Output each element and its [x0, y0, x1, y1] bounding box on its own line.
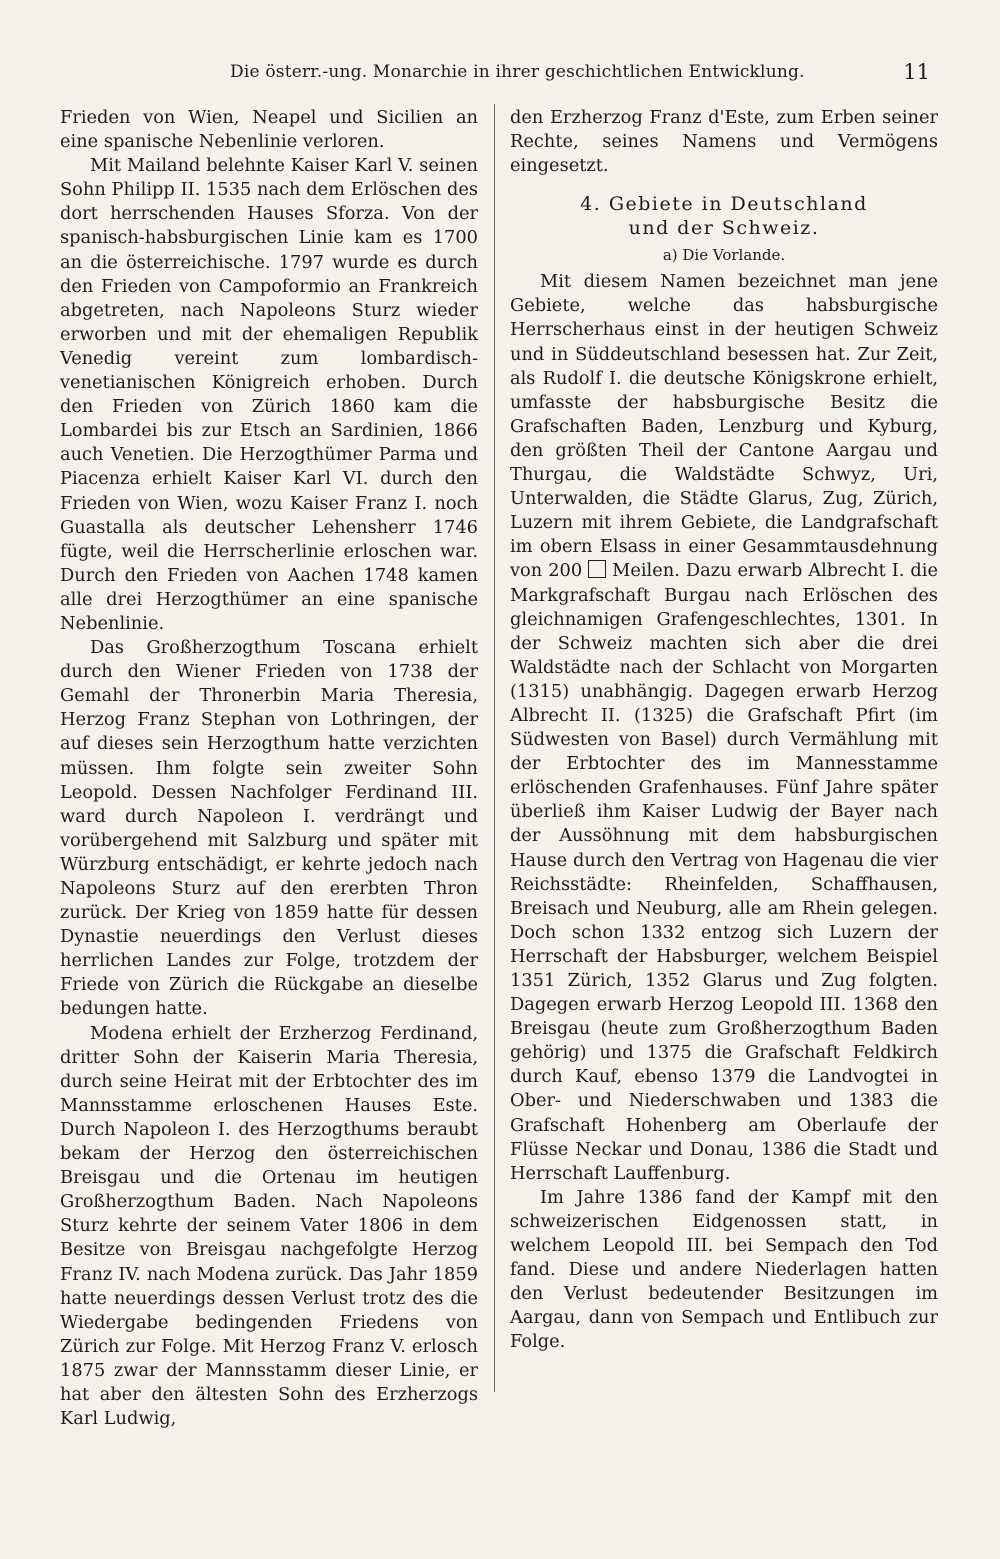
subsection-heading: a) Die Vorlande. — [662, 246, 786, 265]
paragraph: Modena erhielt der Erzherzog Ferdinand, dritter Sohn der Kaiserin Maria Theresia, durch seine Heirat mit der Erbtochter des im Mannsstamme erloschenen Hauses Este. Durch Napoleon I. des Herzogthums beraubt bekam der Herzog den österreichischen Breisgau und die Ortenau im heutigen Großherzogthum Baden. Nach Napoleons Sturz kehrte der seinem Vater 1806 in dem Besitze von Breisgau nachgefolgte Herzog Franz IV. nach Modena zurück. Das Jahr 1859 hatte neuerdings dessen Verlust trotz des die Wiedergabe bedingenden Friedens von Zürich zur Folge. Mit Herzog Franz V. erlosch 1875 zwar der Mannsstamm dieser Linie, er hat aber den ältesten Sohn des Erzherzogs Karl Ludwig, — [60, 1022, 478, 1430]
section-heading-line: 4. Gebiete in Deutschland — [580, 193, 868, 216]
page-number: 11 — [903, 60, 930, 84]
section-heading — [510, 192, 938, 240]
paragraph: Das Großherzogthum Toscana erhielt durch den Wiener Frieden von 1738 der Gemahl der Thronerbin Maria Theresia, Herzog Franz Stephan von Lothringen, der auf dieses sein Herzogthum hatte verzichten müssen. Ihm folgte sein zweiter Sohn Leopold. Dessen Nachfolger Ferdinand III. ward durch Napoleon I. verdrängt und vorübergehend mit Salzburg und später mit Würzburg entschädigt, er kehrte jedoch nach Napoleons Sturz auf den ererbten Thron zurück. Der Krieg von 1859 hatte für dessen Dynastie neuerdings den Verlust dieses herrlichen Landes zur Folge, trotzdem der Friede von Zürich die Rückgabe an dieselbe bedungen hatte. — [60, 637, 478, 1020]
column-divider — [494, 104, 495, 1392]
left-column — [60, 106, 478, 1431]
paragraph: Im Jahre 1386 fand der Kampf mit den schweizerischen Eidgenossen statt, in welchem Leopold III. bei Sempach den Tod fand. Diese und andere Niederlagen hatten den Verlust bedeutender Besitzungen im Aargau, dann von Sempach und Entlibuch zur Folge. — [510, 1186, 938, 1353]
paragraph: Mit Mailand belehnte Kaiser Karl V. seinen Sohn Philipp II. 1535 nach dem Erlöschen des dort herrschenden Hauses Sforza. Von der spanisch-habsburgischen Linie kam es 1700 an die österreichische. 1797 wurde es durch den Frieden von Campoformio an Frankreich abgetreten, nach Napoleons Sturz wieder erworben und mit der ehemaligen Republik Venedig vereint zum lombardisch-venetianischen Königreich erhoben. Durch den Frieden von Zürich 1860 kam die Lombardei bis zur Etsch an Sardinien, 1866 auch Venetien. Die Herzogthümer Parma und Piacenza erhielt Kaiser Karl VI. durch den Frieden von Wien, wozu Kaiser Franz I. noch Guastalla als deutscher Lehensherr 1746 fügte, weil die Herrscherlinie erloschen war. Durch den Frieden von Aachen 1748 kamen alle drei Herzogthümer an eine spanische Nebenlinie. — [60, 155, 478, 634]
running-title: Die österr.-ung. Monarchie in ihrer geschichtlichen Entwicklung. — [230, 62, 805, 82]
square-symbol-icon — [588, 560, 606, 578]
right-column — [510, 106, 938, 1355]
paragraph: den Erzherzog Franz d'Este, zum Erben seiner Rechte, seines Namens und Vermögens eingesetzt. — [510, 107, 938, 177]
paragraph-text: Meilen. Dazu erwarb Albrecht I. die Markgrafschaft Burgau nach Erlöschen des gleichnamigen Grafengeschlechtes, 1301. In der Schweiz machten sich aber die drei Waldstädte nach der Schlacht von Morgarten (1315) unabhängig. Dagegen erwarb Herzog Albrecht II. (1325) die Grafschaft Pfirt (im Südwesten von Basel) durch Vermählung mit der Erbtochter des im Mannesstamme erlöschenden Grafenhauses. Fünf Jahre später überließ ihm Kaiser Ludwig der Bayer nach der Aussöhnung mit dem habsburgischen Hause durch den Vertrag von Hagenau die vier Reichsstädte: Rheinfelden, Schaffhausen, Breisach und Neuburg, alle am Rhein gelegen. Doch schon 1332 entzog sich Luzern der Herrschaft der Habsburger, welchem Beispiel 1351 Zürich, 1352 Glarus und Zug folgten. Dagegen erwarb Herzog Leopold III. 1368 den Breisgau (heute zum Großherzogthum Baden gehörig) und 1375 die Grafschaft Feldkirch durch Kauf, ebenso 1379 die Landvogtei in Ober- und Niederschwaben und 1383 die Grafschaft Hohenberg am Oberlaufe der Flüsse Neckar und Donau, 1386 die Stadt und Herrschaft Lauffenburg. — [510, 560, 939, 1184]
page-header — [60, 50, 940, 90]
paragraph-text: Mit diesem Namen bezeichnet man jene Gebiete, welche das habsburgische Herrscherhaus einst in der heutigen Schweiz und in Süddeutschland besessen hat. Zur Zeit, als Rudolf I. die deutsche Königskrone erhielt, umfasste der habsburgische Besitz die Grafschaften Baden, Lenzburg und Kyburg, den größten Theil der Cantone Aargau und Thurgau, die Waldstädte Schwyz, Uri, Unterwalden, die Städte Glarus, Zug, Zürich, Luzern mit ihrem Gebiete, die Landgrafschaft im obern Elsass in einer Gesammtausdehnung von 200 — [510, 271, 938, 582]
paragraph: Frieden von Wien, Neapel und Sicilien an eine spanische Nebenlinie verloren. — [60, 107, 478, 153]
paragraph — [510, 270, 938, 1186]
section-heading-line: und der Schweiz. — [628, 217, 820, 240]
